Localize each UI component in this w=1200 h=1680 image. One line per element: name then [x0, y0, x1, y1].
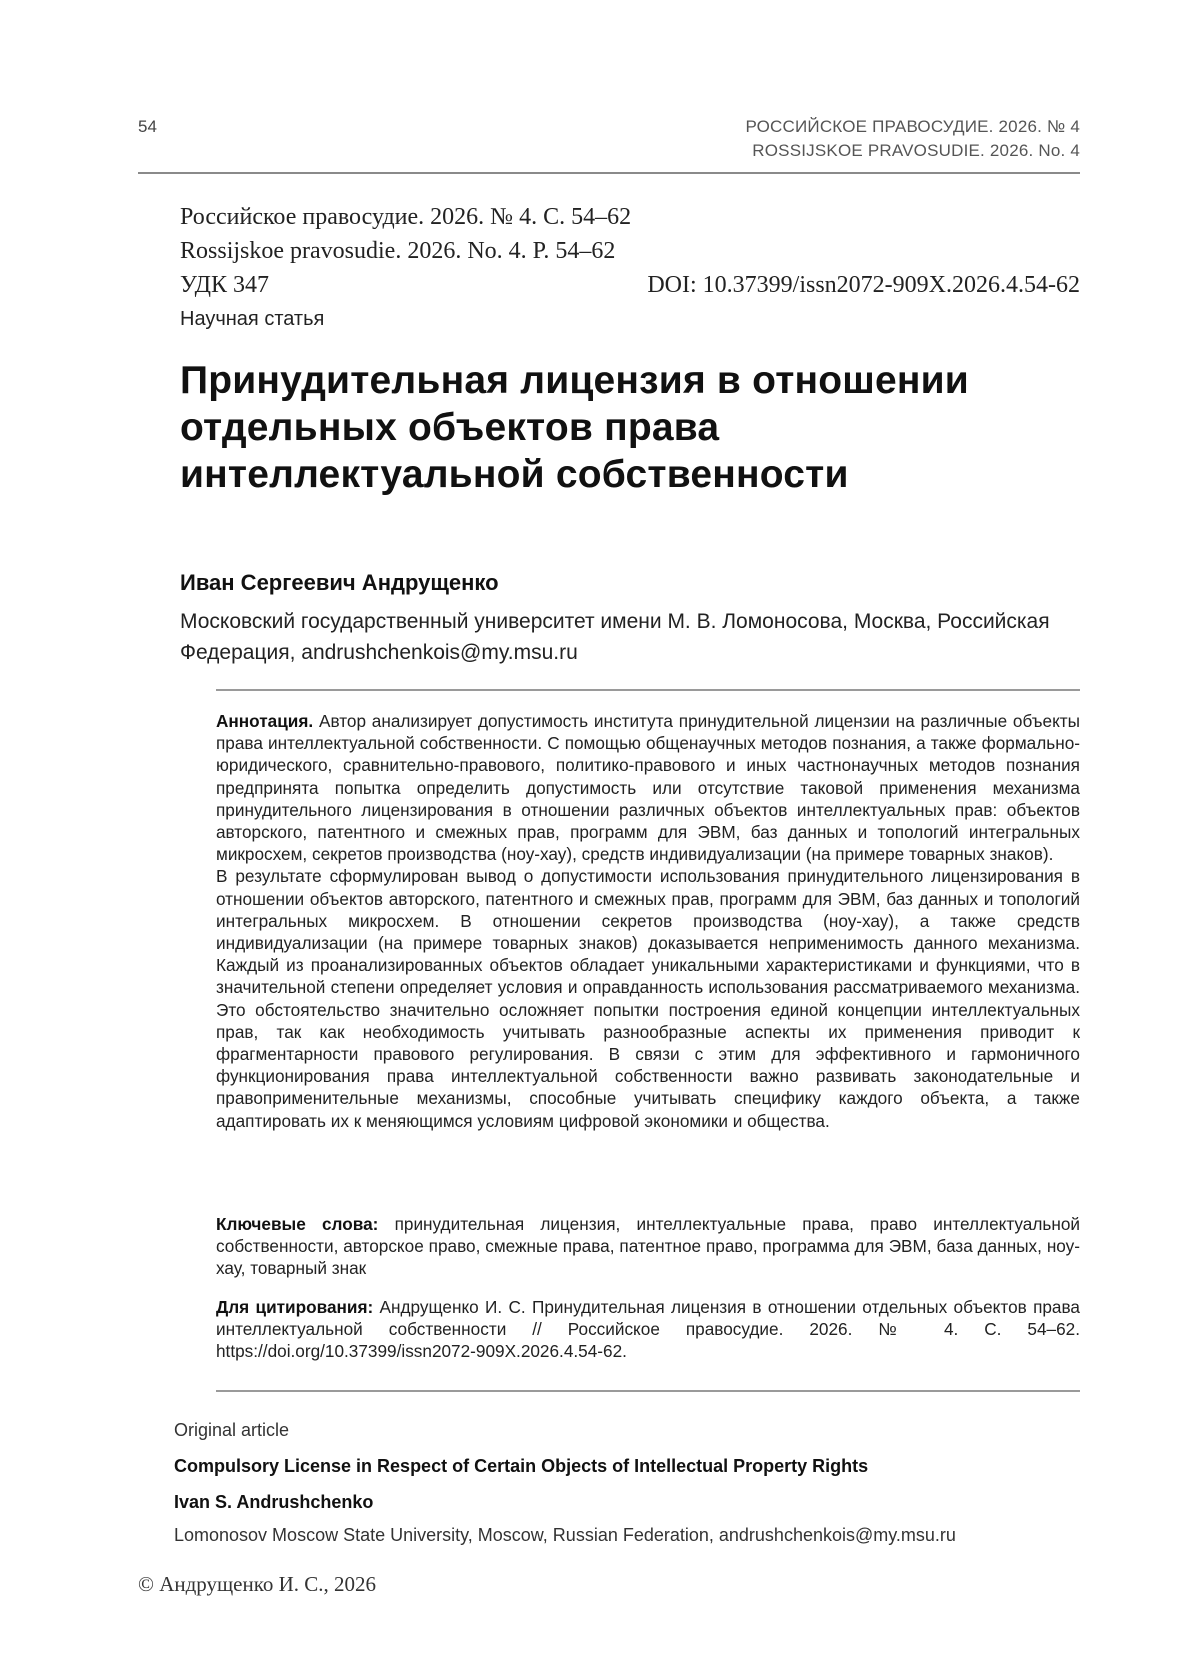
original-affiliation: Lomonosov Moscow State University, Moscow, Russian Federation, andrushchenkois@my.msu.ru — [174, 1525, 956, 1545]
running-header — [745, 115, 1080, 163]
keywords — [216, 1213, 1080, 1280]
running-header-en: ROSSIJSKOE PRAVOSUDIE. 2026. No. 4 — [752, 141, 1080, 160]
original-article-type: Original article — [174, 1420, 290, 1440]
keywords-text: принудительная лицензия, интеллектуальные права, право интеллектуальной собственности, авторское право, смежные права, патентное право, программа для ЭВМ, база данных, ноу-хау, товарный знак — [216, 1214, 1080, 1279]
doi-label[interactable]: DOI: 10.37399/issn2072-909X.2026.4.54-62 — [647, 272, 1080, 298]
page-number: 54 — [138, 117, 157, 136]
abstract-label: Аннотация. — [216, 711, 314, 731]
abstract-text-2: В результате сформулирован вывод о допустимости использования принудительного лицензирования в отношении объектов авторского, патентного и смежных прав, программ для ЭВМ, баз данных и топологий интегральных микросхем. В отношении секретов производства (ноу-хау), а также средств индивидуализации (на примере товарных знаков) доказывается неприменимость данного механизма. Каждый из проанализированных объектов обладает уникальными характеристиками и функциями, что в значительной степени определяет условия и оправданность использования рассматриваемого механизма. Это обстоятельство значительно осложняет попытки построения единой концепции интеллектуальных прав, так как необходимость учитывать разнообразные аспекты их применения приводит к фрагментарности правового регулирования. В связи с этим для эффективного и гармоничного функционирования права интеллектуальной собственности важно развивать законодательные и правоприменительные механизмы, способные учитывать специфику каждого объекта, а также адаптировать их к меняющимся условиям цифровой экономики и общества. — [216, 866, 1080, 1131]
citation-line-en: Rossijskoe pravosudie. 2026. No. 4. P. 54–62 — [180, 238, 616, 264]
author-affiliation: Московский государственный университет имени М. В. Ломоносова, Москва, Российская Федерация, andrushchenkois@my.msu.ru — [180, 610, 1050, 664]
original-article-title: Compulsory License in Respect of Certain Objects of Intellectual Property Rights — [174, 1456, 869, 1476]
original-author-name: Ivan S. Andrushchenko — [174, 1492, 374, 1512]
author-name: Иван Сергеевич Андрущенко — [180, 570, 499, 595]
copyright-notice: © Андрущенко И. С., 2026 — [138, 1572, 377, 1596]
header-divider — [138, 172, 1080, 174]
citation-block — [180, 200, 1080, 302]
abstract-top-divider — [216, 689, 1080, 691]
for-citation — [216, 1296, 1080, 1363]
abstract — [216, 710, 1080, 1132]
running-header-ru: РОССИЙСКОЕ ПРАВОСУДИЕ. 2026. № 4 — [745, 117, 1080, 136]
article-type: Научная статья — [180, 308, 325, 330]
abstract-text-1: Автор анализирует допустимость института принудительной лицензии на различные объекты права интеллектуальной собственности. С помощью общенаучных методов познания, а также формально-юридического, сравнительно-правового, политико-правового и иных частнонаучных методов познания предпринята попытка определить допустимость или отсутствие таковой применения механизма принудительного лицензирования в отношении различных объектов интеллектуальных прав: объектов авторского, патентного и смежных прав, программ для ЭВМ, баз данных и топологий интегральных микросхем, секретов производства (ноу-хау), средств индивидуализации (на примере товарных знаков). — [216, 711, 1081, 865]
abstract-bottom-divider — [216, 1390, 1080, 1392]
udc-code: УДК 347 — [180, 272, 269, 298]
citation-line-ru: Российское правосудие. 2026. № 4. С. 54–62 — [180, 204, 632, 230]
keywords-label: Ключевые слова: — [216, 1214, 379, 1234]
article-title: Принудительная лицензия в отношении отдельных объектов права интеллектуальной собственности — [180, 359, 969, 496]
for-citation-text: Андрущенко И. С. Принудительная лицензия в отношении отдельных объектов права интеллектуальной собственности // Российское правосудие. 2026. № 4. С. 54–62. https://doi.org/10.37399/issn2072-909X.2026.4.54-62. — [216, 1297, 1080, 1362]
for-citation-label: Для цитирования: — [216, 1297, 374, 1317]
